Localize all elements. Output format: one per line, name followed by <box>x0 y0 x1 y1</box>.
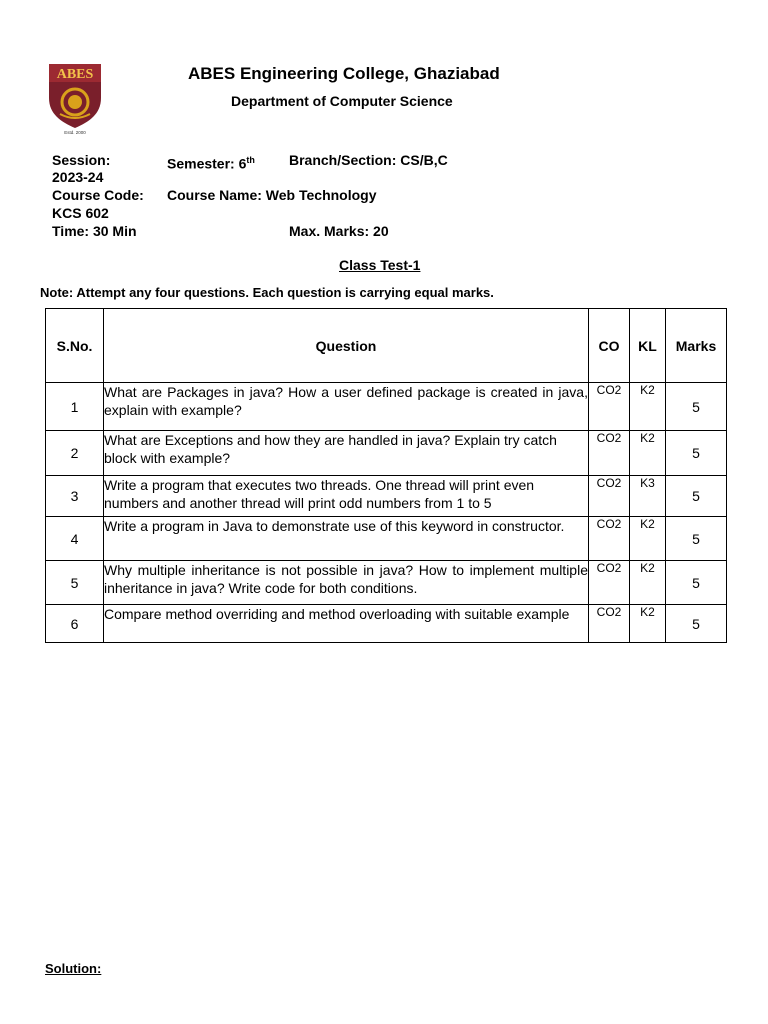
table-row <box>46 561 727 605</box>
header-co: CO <box>589 309 630 383</box>
row-question: Write a program that executes two threads. One thread will print even numbers and another thread will print odd numbers from 1 to 5 <box>104 476 589 517</box>
header-sno: S.No. <box>46 309 104 383</box>
row-kl: K2 <box>630 561 666 605</box>
branch-section: Branch/Section: CS/B,C <box>289 152 448 168</box>
row-co: CO2 <box>589 561 630 605</box>
table-row <box>46 431 727 476</box>
row-question: What are Exceptions and how they are handled in java? Explain try catch block with example? <box>104 431 589 476</box>
row-marks: 5 <box>666 605 727 643</box>
row-co: CO2 <box>589 517 630 561</box>
header-question: Question <box>104 309 589 383</box>
logo-text: ABES <box>56 67 94 82</box>
row-co: CO2 <box>589 476 630 517</box>
row-co: CO2 <box>589 383 630 431</box>
table-header-row <box>46 309 727 383</box>
row-sno: 1 <box>46 383 104 431</box>
solution-label: Solution: <box>45 961 102 976</box>
table-row <box>46 605 727 643</box>
row-sno: 4 <box>46 517 104 561</box>
header-marks: Marks <box>666 309 727 383</box>
row-marks: 5 <box>666 431 727 476</box>
college-name: ABES Engineering College, Ghaziabad <box>188 64 500 83</box>
row-question: Write a program in Java to demonstrate use of this keyword in constructor. <box>104 517 589 561</box>
course-code-value: KCS 602 <box>52 205 109 221</box>
max-marks: Max. Marks: 20 <box>289 223 389 239</box>
row-marks: 5 <box>666 476 727 517</box>
table-row <box>46 476 727 517</box>
row-marks: 5 <box>666 561 727 605</box>
row-marks: 5 <box>666 517 727 561</box>
shield-icon <box>46 62 104 136</box>
row-marks: 5 <box>666 383 727 431</box>
college-logo <box>46 62 104 136</box>
row-question: What are Packages in java? How a user defined package is created in java, explain with example? <box>104 383 589 431</box>
table-row <box>46 383 727 431</box>
time: Time: 30 Min <box>52 223 137 239</box>
row-kl: K2 <box>630 605 666 643</box>
row-question: Compare method overriding and method overloading with suitable example <box>104 605 589 643</box>
department-name: Department of Computer Science <box>231 93 453 109</box>
row-kl: K2 <box>630 431 666 476</box>
row-co: CO2 <box>589 605 630 643</box>
course-code-label: Course Code: <box>52 187 144 203</box>
row-kl: K2 <box>630 383 666 431</box>
session-value: 2023-24 <box>52 169 104 185</box>
test-title: Class Test-1 <box>339 257 421 273</box>
table-row <box>46 517 727 561</box>
semester <box>167 151 255 173</box>
note: Note: Attempt any four questions. Each question is carrying equal marks. <box>40 285 494 300</box>
row-kl: K3 <box>630 476 666 517</box>
semester-suffix: th <box>246 155 255 165</box>
header-kl: KL <box>630 309 666 383</box>
row-sno: 5 <box>46 561 104 605</box>
questions-table <box>45 308 727 643</box>
row-sno: 6 <box>46 605 104 643</box>
row-co: CO2 <box>589 431 630 476</box>
row-sno: 2 <box>46 431 104 476</box>
semester-label: Semester: 6 <box>167 155 247 172</box>
course-name: Course Name: Web Technology <box>167 187 377 203</box>
row-sno: 3 <box>46 476 104 517</box>
row-question: Why multiple inheritance is not possible in java? How to implement multiple inheritance in java? Write code for both conditions. <box>104 561 589 605</box>
logo-established: Estd. 2000 <box>64 130 86 135</box>
row-kl: K2 <box>630 517 666 561</box>
session-label: Session: <box>52 152 111 168</box>
